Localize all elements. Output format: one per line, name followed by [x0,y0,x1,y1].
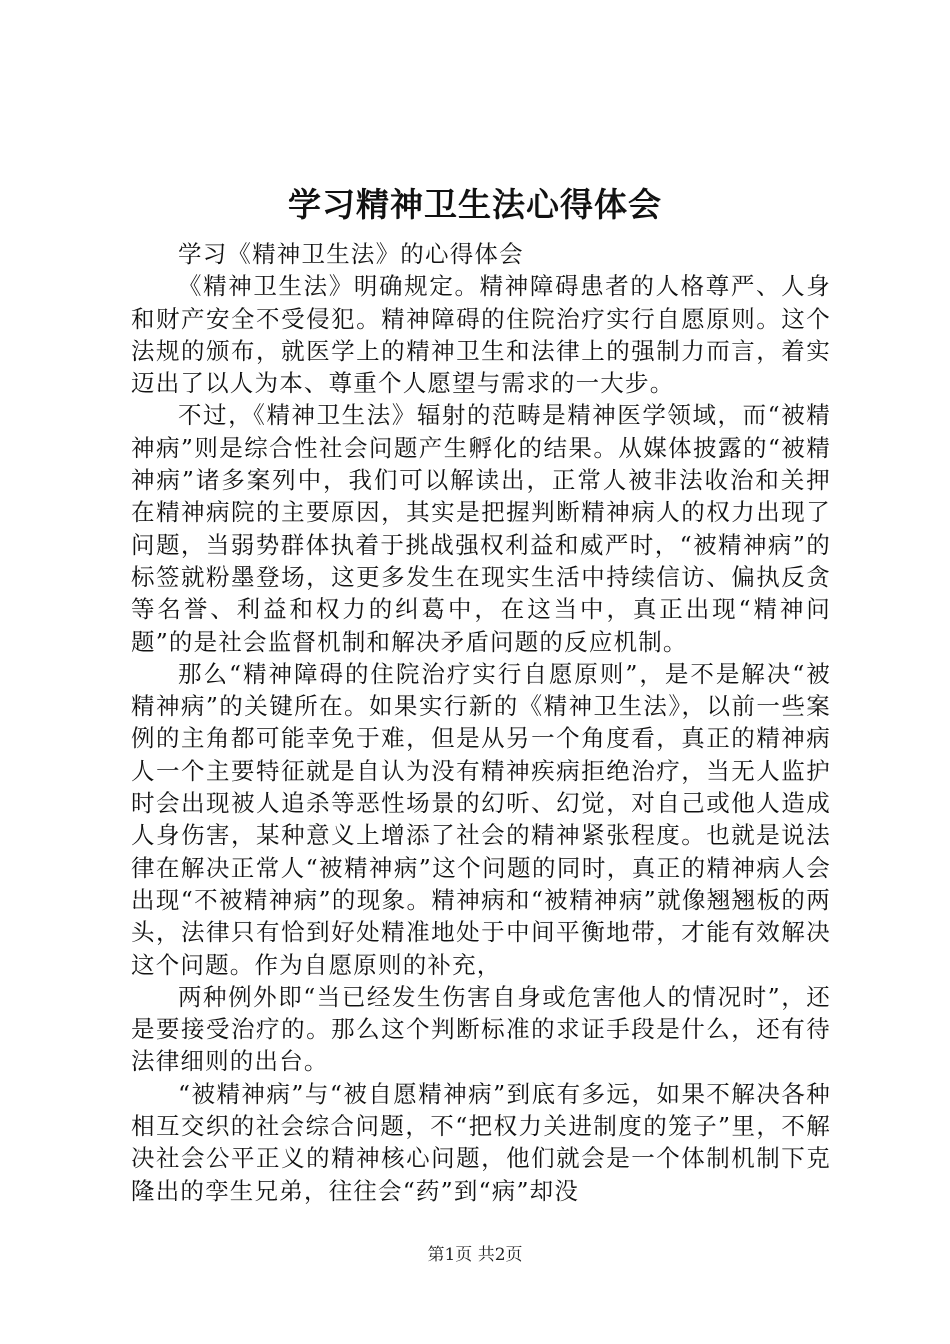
paragraph: 那么“精神障碍的住院治疗实行自愿原则”，是不是解决“被精神病”的关键所在。如果实行新的《精神卫生法》，以前一些案例的主角都可能幸免于难，但是从另一个角度看，真正的精神病人一个主要特征就是自认为没有精神疾病拒绝治疗，当无人监护时会出现被人追杀等恶性场景的幻听、幻觉，对自己或他人造成人身伤害，某种意义上增添了社会的精神紧张程度。也就是说法律在解决正常人“被精神病”这个问题的同时，真正的精神病人会出现“不被精神病”的现象。精神病和“被精神病”就像翘翘板的两头，法律只有恰到好处精准地处于中间平衡地带，才能有效解决这个问题。作为自愿原则的补充， [131,659,831,979]
page-footer: 第1页 共2页 [427,1245,523,1265]
paragraph: “被精神病”与“被自愿精神病”到底有多远，如果不解决各种相互交织的社会综合问题，不“把权力关进制度的笼子”里，不解决社会公平正义的精神核心问题，他们就会是一个体制机制下克隆出的孪生兄弟，往往会“药”到“病”却没 [131,1079,831,1205]
document-title: 学习精神卫生法心得体会 [288,185,662,224]
paragraph: 不过，《精神卫生法》辐射的范畴是精神医学领域，而“被精神病”则是综合性社会问题产生孵化的结果。从媒体披露的“被精神病”诸多案列中，我们可以解读出，正常人被非法收治和关押在精神病院的主要原因，其实是把握判断精神病人的权力出现了问题，当弱势群体执着于挑战强权利益和威严时，“被精神病”的标签就粉墨登场，这更多发生在现实生活中持续信访、偏执反贪等名誉、利益和权力的纠葛中，在这当中，真正出现“精神问题”的是社会监督机制和解决矛盾问题的反应机制。 [131,401,831,656]
paragraph-subtitle: 学习《精神卫生法》的心得体会 [178,240,524,268]
paragraph: 两种例外即“当已经发生伤害自身或危害他人的情况时”，还是要接受治疗的。那么这个判断标准的求证手段是什么，还有待法律细则的出台。 [131,982,831,1076]
document-body [131,238,831,1207]
paragraph: 《精神卫生法》明确规定。精神障碍患者的人格尊严、人身和财产安全不受侵犯。精神障碍的住院治疗实行自愿原则。这个法规的颁布，就医学上的精神卫生和法律上的强制力而言，着实迈出了以人为本、尊重个人愿望与需求的一大步。 [131,272,831,398]
